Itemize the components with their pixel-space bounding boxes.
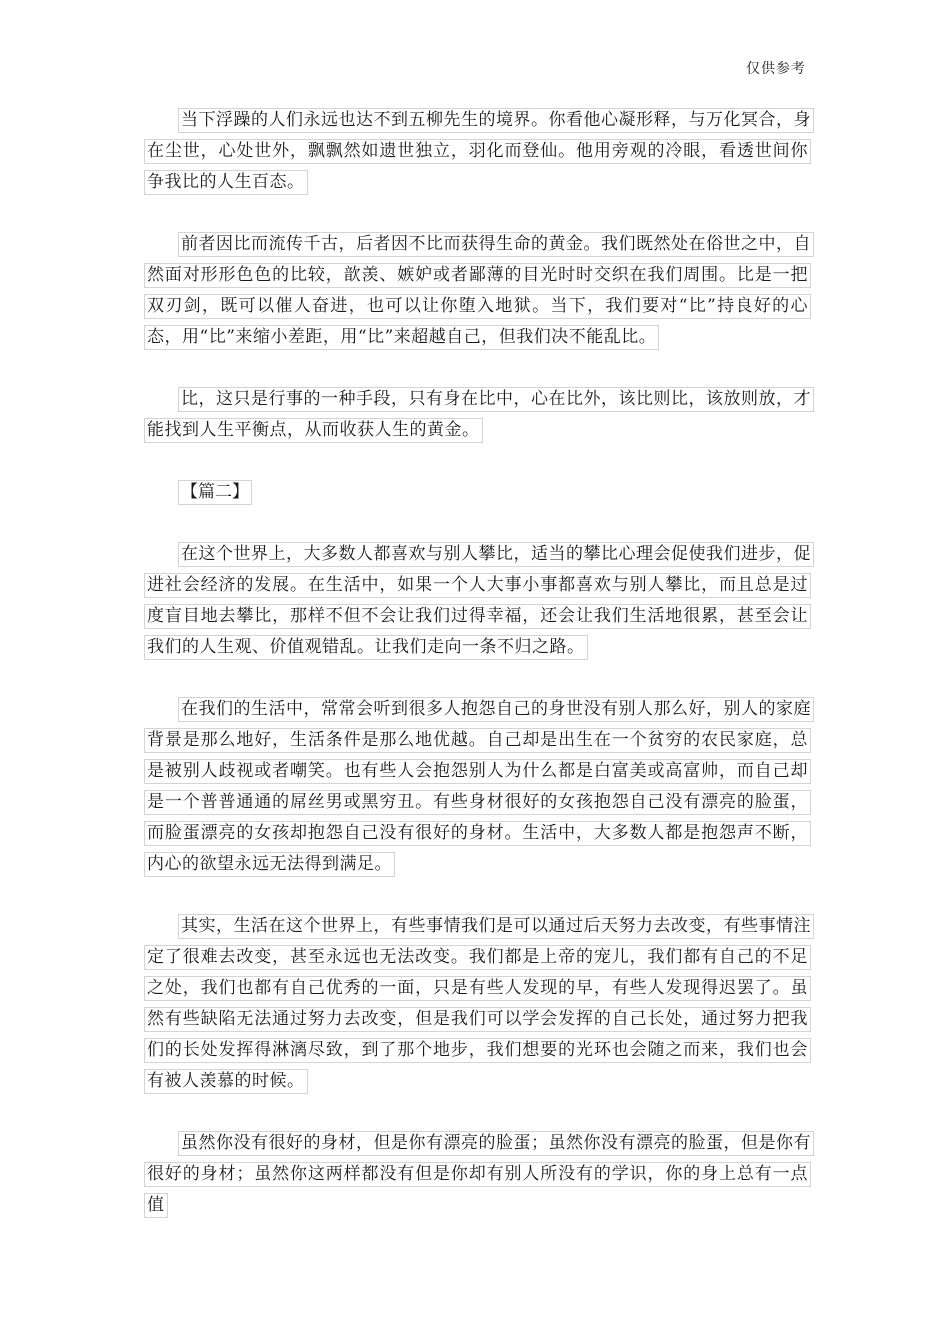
paragraph bbox=[144, 694, 811, 880]
paragraph-text: 其实，生活在这个世界上，有些事情我们是可以通过后天努力去改变，有些事情注定了很难去改变，甚至永远也无法改变。我们都是上帝的宠儿，我们都有自己的不足之处，我们也都有自己优秀的一面，只是有些人发现的早，有些人发现得迟罢了。虽然有些缺陷无法通过努力去改变，但是我们可以学会发挥的自己长处，通过努力把我们的长处发挥得淋漓尽致，到了那个地步，我们想要的光环也会随之而来，我们也会有被人羡慕的时候。 bbox=[144, 914, 814, 1094]
paragraph bbox=[144, 911, 811, 1097]
document-body bbox=[144, 105, 811, 1252]
paragraph-text: 在这个世界上，大多数人都喜欢与别人攀比，适当的攀比心理会促使我们进步，促进社会经济的发展。在生活中，如果一个人大事小事都喜欢与别人攀比，而且总是过度盲目地去攀比，那样不但不会让我们过得幸福，还会让我们生活地很累，甚至会让我们的人生观、价值观错乱。让我们走向一条不归之路。 bbox=[144, 542, 814, 660]
paragraph-text: 虽然你没有很好的身材，但是你有漂亮的脸蛋；虽然你没有漂亮的脸蛋，但是你有很好的身材；虽然你这两样都没有但是你却有别人所没有的学识，你的身上总有一点值 bbox=[144, 1131, 814, 1218]
paragraph bbox=[144, 384, 811, 446]
paragraph-text: 前者因比而流传千古，后者因不比而获得生命的黄金。我们既然处在俗世之中，自然面对形形色色的比较，歆羡、嫉妒或者鄙薄的目光时时交织在我们周围。比是一把双刃剑，既可以催人奋进，也可以让你堕入地狱。当下，我们要对“比”持良好的心态，用“比”来缩小差距，用“比”来超越自己，但我们决不能乱比。 bbox=[144, 232, 814, 350]
paragraph bbox=[144, 539, 811, 663]
paragraph bbox=[144, 105, 811, 198]
paragraph bbox=[144, 1128, 811, 1221]
paragraph-text: 在我们的生活中，常常会听到很多人抱怨自己的身世没有别人那么好，别人的家庭背景是那么地好，生活条件是那么地优越。自己却是出生在一个贫穷的农民家庭，总是被别人歧视或者嘲笑。也有些人会抱怨别人为什么都是白富美或高富帅，而自己却是一个普普通通的屌丝男或黑穷丑。有些身材很好的女孩抱怨自己没有漂亮的脸蛋，而脸蛋漂亮的女孩却抱怨自己没有很好的身材。生活中，大多数人都是抱怨声不断，内心的欲望永远无法得到满足。 bbox=[144, 697, 814, 877]
header-note: 仅供参考 bbox=[746, 61, 806, 77]
paragraph bbox=[144, 229, 811, 353]
section-heading bbox=[144, 477, 811, 508]
section-heading-text: 【篇二】 bbox=[178, 480, 252, 505]
paragraph-text: 当下浮躁的人们永远也达不到五柳先生的境界。你看他心凝形释，与万化冥合，身在尘世，心处世外，飘飘然如遗世独立，羽化而登仙。他用旁观的冷眼，看透世间你争我比的人生百态。 bbox=[144, 108, 814, 195]
paragraph-text: 比，这只是行事的一种手段，只有身在比中，心在比外，该比则比，该放则放，才能找到人生平衡点，从而收获人生的黄金。 bbox=[144, 387, 814, 443]
